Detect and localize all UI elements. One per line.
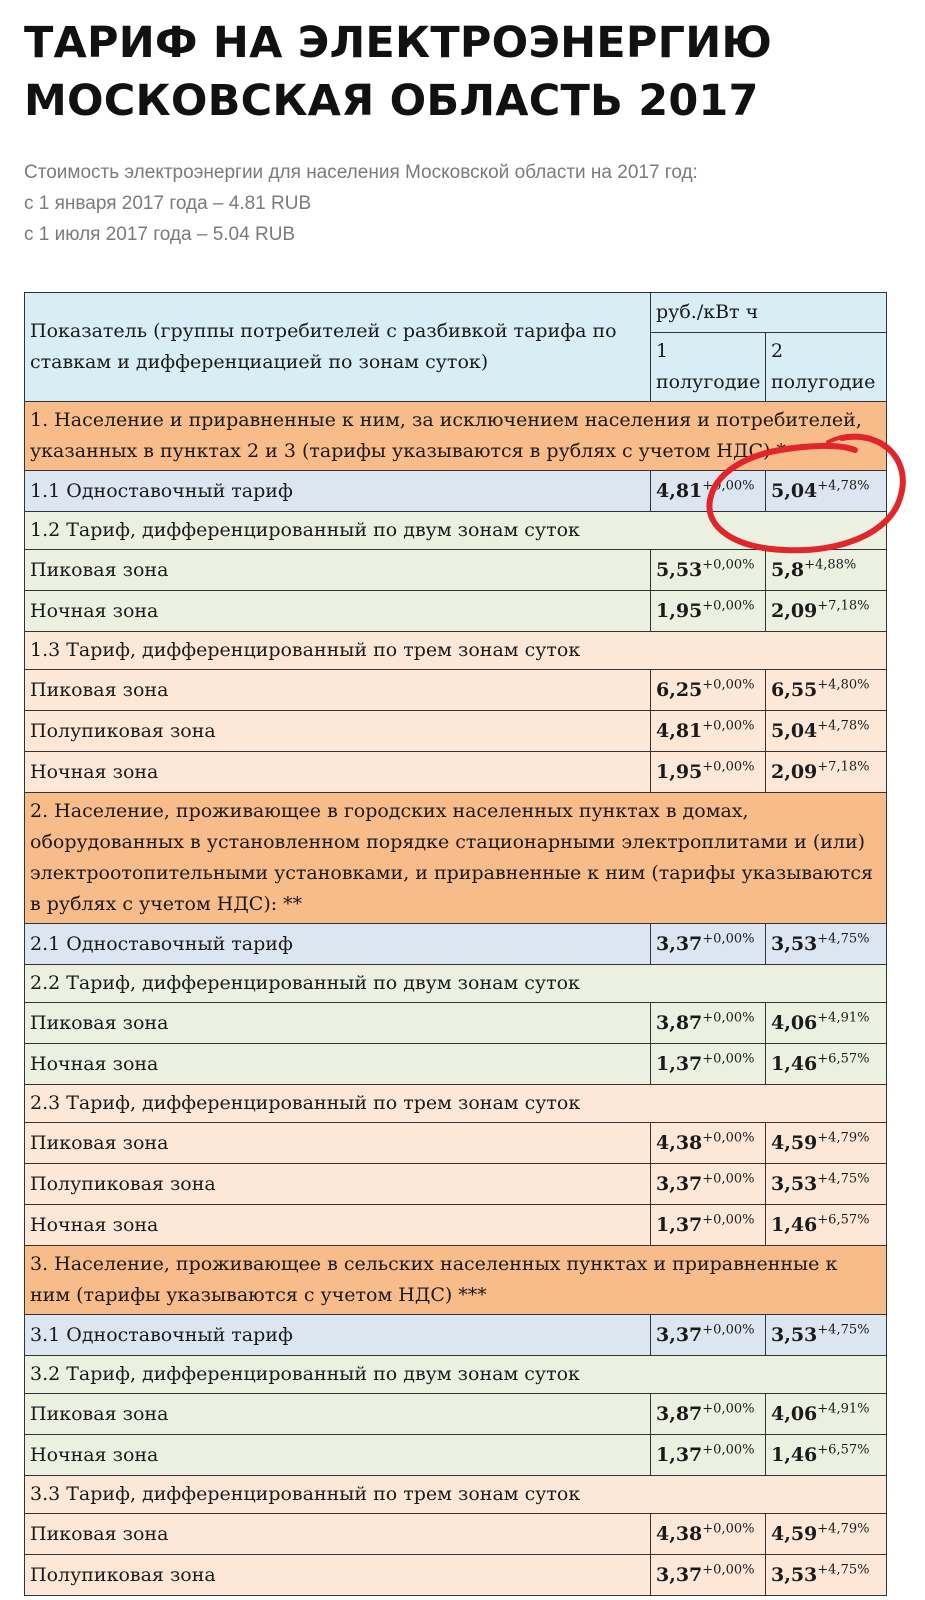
tariff-value: 3,53: [771, 1323, 818, 1346]
section-row: [25, 402, 887, 471]
subsection-label: 2.3 Тариф, дифференцированный по трем зонам суток: [25, 1085, 887, 1123]
subsection-label: 1.2 Тариф, дифференцированный по двум зонам суток: [25, 512, 887, 550]
tariff-change: +4,78%: [817, 478, 870, 494]
intro-line: Стоимость электроэнергии для населения Московской области на 2017 год:: [24, 162, 698, 183]
table-row: [25, 1123, 887, 1164]
value-half-1: [651, 1044, 766, 1085]
tariff-change: +0,00%: [702, 677, 755, 693]
tariff-change: +4,78%: [817, 718, 870, 734]
tariff-value: 1,46: [771, 1443, 818, 1466]
tariff-change: +6,57%: [817, 1442, 870, 1458]
value-half-1: [651, 752, 766, 793]
table-row: [25, 1394, 887, 1435]
value-half-2: [766, 1123, 887, 1164]
table-row: [25, 1164, 887, 1205]
tariff-value: 3,37: [656, 932, 703, 955]
table-row: [25, 1555, 887, 1596]
page-title-line-1: ТАРИФ НА ЭЛЕКТРОЭНЕРГИЮ: [24, 18, 773, 68]
value-half-1: [651, 1435, 766, 1476]
value-half-2: [766, 1394, 887, 1435]
subsection-row: [25, 512, 887, 550]
tariff-change: +7,18%: [817, 598, 870, 614]
tariff-value: 4,59: [771, 1131, 818, 1154]
tariff-change: +0,00%: [702, 1401, 755, 1417]
tariff-value: 1,37: [656, 1213, 703, 1236]
intro-text: [24, 157, 884, 250]
tariff-table: [24, 292, 887, 1596]
value-half-2: [766, 1435, 887, 1476]
tariff-change: +0,00%: [702, 1521, 755, 1537]
tariff-value: 3,53: [771, 1563, 818, 1586]
tariff-change: +0,00%: [702, 1212, 755, 1228]
row-label: Полупиковая зона: [25, 1555, 651, 1596]
table-row: [25, 471, 887, 512]
tariff-value: 6,25: [656, 678, 703, 701]
tariff-change: +4,75%: [817, 1322, 870, 1338]
row-label: Пиковая зона: [25, 1003, 651, 1044]
subsection-row: [25, 1476, 887, 1514]
value-half-1: [651, 711, 766, 752]
tariff-value: 3,37: [656, 1172, 703, 1195]
subsection-row: [25, 1356, 887, 1394]
tariff-change: +0,00%: [702, 1442, 755, 1458]
table-row: [25, 550, 887, 591]
row-label: Ночная зона: [25, 1435, 651, 1476]
value-half-1: [651, 1555, 766, 1596]
header-half-1: 1 полугодие: [651, 333, 766, 402]
table-row: [25, 1044, 887, 1085]
tariff-change: +0,00%: [702, 759, 755, 775]
tariff-value: 3,87: [656, 1011, 703, 1034]
subsection-row: [25, 1085, 887, 1123]
row-label: Пиковая зона: [25, 1514, 651, 1555]
tariff-change: +0,00%: [702, 931, 755, 947]
value-half-1: [651, 1205, 766, 1246]
intro-line: с 1 января 2017 года – 4.81 RUB: [24, 193, 312, 214]
tariff-change: +4,75%: [817, 1171, 870, 1187]
table-row: [25, 1435, 887, 1476]
value-half-2: [766, 670, 887, 711]
table-row: [25, 752, 887, 793]
tariff-value: 3,37: [656, 1563, 703, 1586]
tariff-change: +4,75%: [817, 1562, 870, 1578]
tariff-change: +0,00%: [702, 1010, 755, 1026]
header-half-2: 2 полугодие: [766, 333, 887, 402]
table-row: [25, 1315, 887, 1356]
value-half-2: [766, 550, 887, 591]
tariff-change: +0,00%: [702, 478, 755, 494]
header-indicator: Показатель (группы потребителей с разбивкой тарифа по ставкам и дифференциацией по зонам суток): [25, 293, 651, 402]
value-half-1: [651, 670, 766, 711]
tariff-change: +4,88%: [804, 557, 857, 573]
tariff-change: +0,00%: [702, 1562, 755, 1578]
row-label: Ночная зона: [25, 591, 651, 632]
subsection-row: [25, 965, 887, 1003]
table-row: [25, 924, 887, 965]
subsection-row: [25, 632, 887, 670]
tariff-change: +4,80%: [817, 677, 870, 693]
value-half-2: [766, 1044, 887, 1085]
subsection-label: 1.3 Тариф, дифференцированный по трем зонам суток: [25, 632, 887, 670]
row-label: Пиковая зона: [25, 1123, 651, 1164]
section-row: [25, 793, 887, 924]
tariff-value: 1,46: [771, 1052, 818, 1075]
tariff-change: +7,18%: [817, 759, 870, 775]
row-label: 3.1 Одноставочный тариф: [25, 1315, 651, 1356]
section-label: 1. Население и приравненные к ним, за исключением населения и потребителей, указанных в пунктах 2 и 3 (тарифы указываются в рублях с учетом НДС) *: [25, 402, 887, 471]
row-label: 2.1 Одноставочный тариф: [25, 924, 651, 965]
tariff-change: +4,75%: [817, 931, 870, 947]
tariff-value: 1,95: [656, 760, 703, 783]
tariff-change: +4,91%: [817, 1401, 870, 1417]
tariff-value: 3,53: [771, 1172, 818, 1195]
tariff-value: 4,81: [656, 719, 703, 742]
value-half-1: [651, 1514, 766, 1555]
tariff-value: 5,53: [656, 558, 703, 581]
value-half-1: [651, 1003, 766, 1044]
subsection-label: 3.3 Тариф, дифференцированный по трем зонам суток: [25, 1476, 887, 1514]
value-half-2: [766, 924, 887, 965]
table-row: [25, 711, 887, 752]
row-label: Ночная зона: [25, 752, 651, 793]
value-half-2: [766, 1003, 887, 1044]
value-half-1: [651, 471, 766, 512]
header-unit: руб./кВт ч: [651, 293, 887, 333]
value-half-1: [651, 1315, 766, 1356]
value-half-2: [766, 1205, 887, 1246]
tariff-value: 4,38: [656, 1131, 703, 1154]
tariff-change: +0,00%: [702, 1322, 755, 1338]
tariff-table-body: [25, 293, 887, 1596]
tariff-value: 6,55: [771, 678, 818, 701]
table-row: [25, 591, 887, 632]
section-row: [25, 1246, 887, 1315]
value-half-2: [766, 711, 887, 752]
row-label: Ночная зона: [25, 1205, 651, 1246]
tariff-value: 4,81: [656, 479, 703, 502]
tariff-value: 1,46: [771, 1213, 818, 1236]
row-label: Пиковая зона: [25, 550, 651, 591]
value-half-2: [766, 1315, 887, 1356]
tariff-value: 4,59: [771, 1522, 818, 1545]
tariff-value: 1,95: [656, 599, 703, 622]
table-row: [25, 1003, 887, 1044]
row-label: Ночная зона: [25, 1044, 651, 1085]
tariff-value: 5,04: [771, 479, 818, 502]
tariff-change: +6,57%: [817, 1051, 870, 1067]
tariff-change: +6,57%: [817, 1212, 870, 1228]
tariff-change: +0,00%: [702, 598, 755, 614]
tariff-value: 3,87: [656, 1402, 703, 1425]
value-half-2: [766, 1164, 887, 1205]
intro-line: с 1 июля 2017 года – 5.04 RUB: [24, 224, 296, 245]
page-title-line-2: МОСКОВСКАЯ ОБЛАСТЬ 2017: [24, 76, 759, 126]
value-half-2: [766, 591, 887, 632]
row-label: Пиковая зона: [25, 1394, 651, 1435]
value-half-1: [651, 1394, 766, 1435]
tariff-value: 4,38: [656, 1522, 703, 1545]
row-label: Полупиковая зона: [25, 711, 651, 752]
tariff-value: 4,06: [771, 1011, 818, 1034]
tariff-change: +0,00%: [702, 557, 755, 573]
row-label: Пиковая зона: [25, 670, 651, 711]
tariff-change: +4,79%: [817, 1521, 870, 1537]
value-half-2: [766, 1514, 887, 1555]
tariff-value: 1,37: [656, 1443, 703, 1466]
tariff-change: +0,00%: [702, 718, 755, 734]
tariff-value: 3,37: [656, 1323, 703, 1346]
tariff-value: 4,06: [771, 1402, 818, 1425]
table-row: [25, 1514, 887, 1555]
value-half-1: [651, 591, 766, 632]
subsection-label: 2.2 Тариф, дифференцированный по двум зонам суток: [25, 965, 887, 1003]
tariff-change: +0,00%: [702, 1171, 755, 1187]
value-half-1: [651, 1164, 766, 1205]
tariff-value: 2,09: [771, 760, 818, 783]
tariff-change: +4,91%: [817, 1010, 870, 1026]
tariff-value: 5,8: [771, 558, 805, 581]
tariff-change: +4,79%: [817, 1130, 870, 1146]
value-half-1: [651, 550, 766, 591]
table-row: [25, 1205, 887, 1246]
subsection-label: 3.2 Тариф, дифференцированный по двум зонам суток: [25, 1356, 887, 1394]
tariff-value: 1,37: [656, 1052, 703, 1075]
tariff-value: 3,53: [771, 932, 818, 955]
value-half-2: [766, 1555, 887, 1596]
tariff-value: 5,04: [771, 719, 818, 742]
table-header-row: [25, 293, 887, 333]
row-label: Полупиковая зона: [25, 1164, 651, 1205]
tariff-change: +0,00%: [702, 1051, 755, 1067]
value-half-1: [651, 1123, 766, 1164]
page-title: [24, 14, 884, 130]
table-row: [25, 670, 887, 711]
tariff-change: +0,00%: [702, 1130, 755, 1146]
row-label: 1.1 Одноставочный тариф: [25, 471, 651, 512]
value-half-1: [651, 924, 766, 965]
section-label: 3. Население, проживающее в сельских населенных пунктах и приравненные к ним (тарифы указываются с учетом НДС) ***: [25, 1246, 887, 1315]
value-half-2: [766, 752, 887, 793]
value-half-2: [766, 471, 887, 512]
section-label: 2. Население, проживающее в городских населенных пунктах в домах, оборудованных в установленном порядке стационарными электроплитами и (или) электроотопительными установками, и приравненные к ним (тарифы указываются в рублях с учетом НДС): **: [25, 793, 887, 924]
tariff-value: 2,09: [771, 599, 818, 622]
